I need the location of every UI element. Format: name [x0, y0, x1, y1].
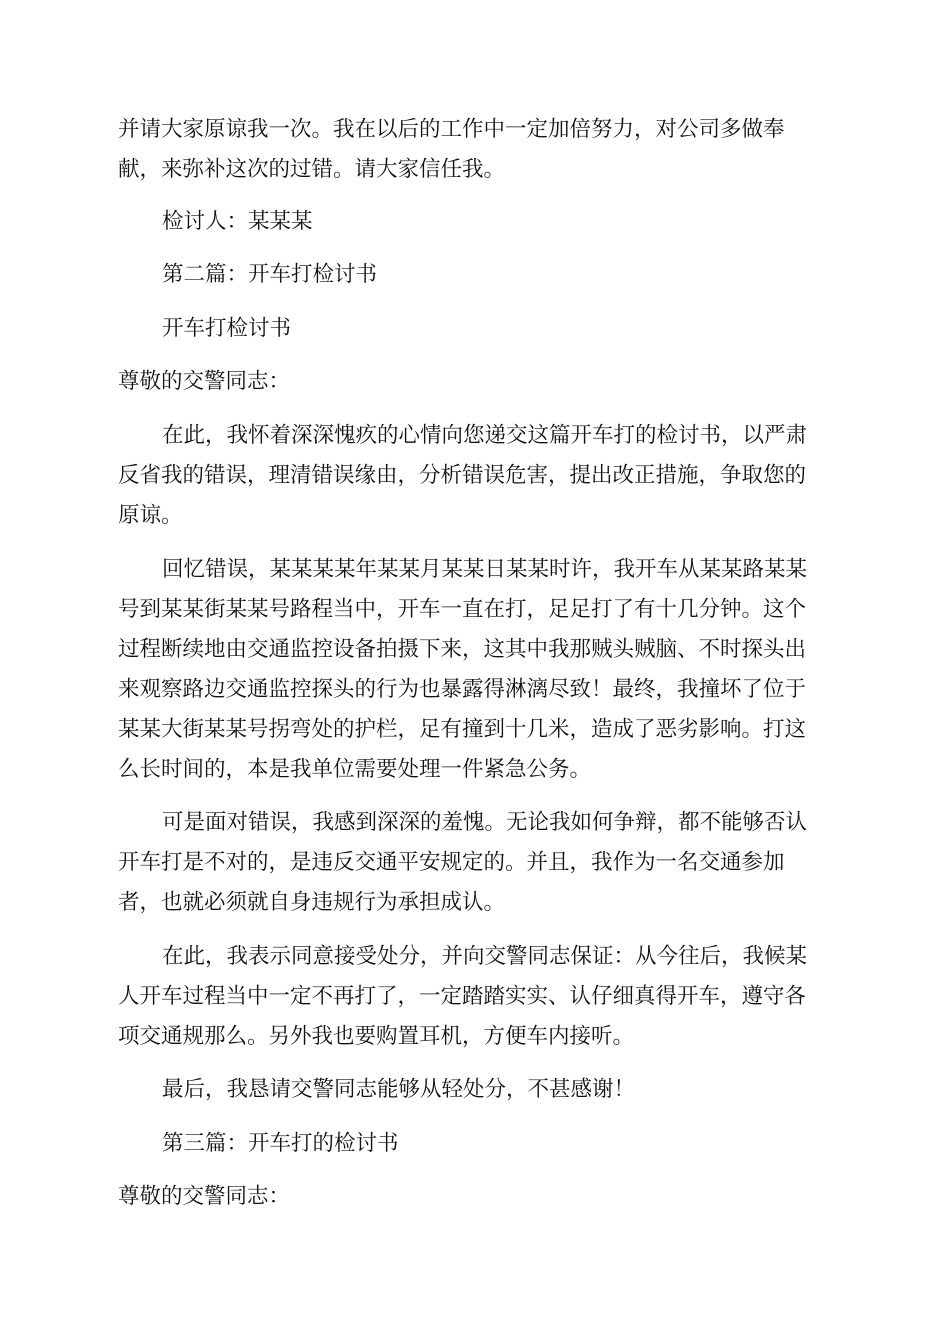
section-heading-2: 第二篇：开车打检讨书 [162, 262, 378, 287]
paragraph-line: 可是面对错误，我感到深深的羞愧。无论我如何争辩，都不能够否认 [162, 810, 808, 835]
paragraph-line: 献，来弥补这次的过错。请大家信任我。 [118, 157, 506, 182]
paragraph-line: 人开车过程当中一定不再打了，一定踏踏实实、认仔细真得开车，遵守各 [118, 984, 807, 1009]
paragraph-line: 么长时间的，本是我单位需要处理一件紧急公务。 [118, 757, 592, 782]
signature-line: 检讨人：某某某 [162, 209, 313, 234]
section-heading-3: 第三篇：开车打的检讨书 [162, 1131, 399, 1156]
paragraph-line: 开车打是不对的，是违反交通平安规定的。并且，我作为一名交通参加 [118, 850, 785, 875]
paragraph-line: 在此，我表示同意接受处分，并向交警同志保证：从今往后，我候某 [162, 944, 808, 969]
paragraph-line: 回忆错误，某某某某年某某月某某日某某时许，我开车从某某路某某 [162, 557, 808, 582]
document-title: 开车打检讨书 [162, 316, 292, 341]
paragraph-line: 号到某某街某某号路程当中，开车一直在打，足足打了有十几分钟。这个 [118, 597, 807, 622]
paragraph-line: 项交通规那么。另外我也要购置耳机，方便车内接听。 [118, 1024, 635, 1049]
paragraph-line: 原谅。 [118, 503, 183, 528]
paragraph-line: 某某大街某某号拐弯处的护栏，足有撞到十几米，造成了恶劣影响。打这 [118, 717, 807, 742]
paragraph-line: 过程断续地由交通监控设备拍摄下来，这其中我那贼头贼脑、不时探头出 [118, 637, 807, 662]
paragraph-line: 最后，我恳请交警同志能够从轻处分，不甚感谢！ [162, 1077, 636, 1102]
paragraph-line: 来观察路边交通监控探头的行为也暴露得淋漓尽致！最终，我撞坏了位于 [118, 677, 807, 702]
paragraph-line: 在此，我怀着深深愧疚的心情向您递交这篇开车打的检讨书，以严肃 [162, 423, 808, 448]
paragraph-line: 并请大家原谅我一次。我在以后的工作中一定加倍努力，对公司多做奉 [118, 117, 785, 142]
paragraph-line: 者，也就必须就自身违规行为承担成认。 [118, 890, 506, 915]
salutation: 尊敬的交警同志： [118, 369, 291, 394]
salutation: 尊敬的交警同志： [118, 1184, 291, 1209]
paragraph-line: 反省我的错误，理清错误缘由，分析错误危害，提出改正措施，争取您的 [118, 463, 807, 488]
